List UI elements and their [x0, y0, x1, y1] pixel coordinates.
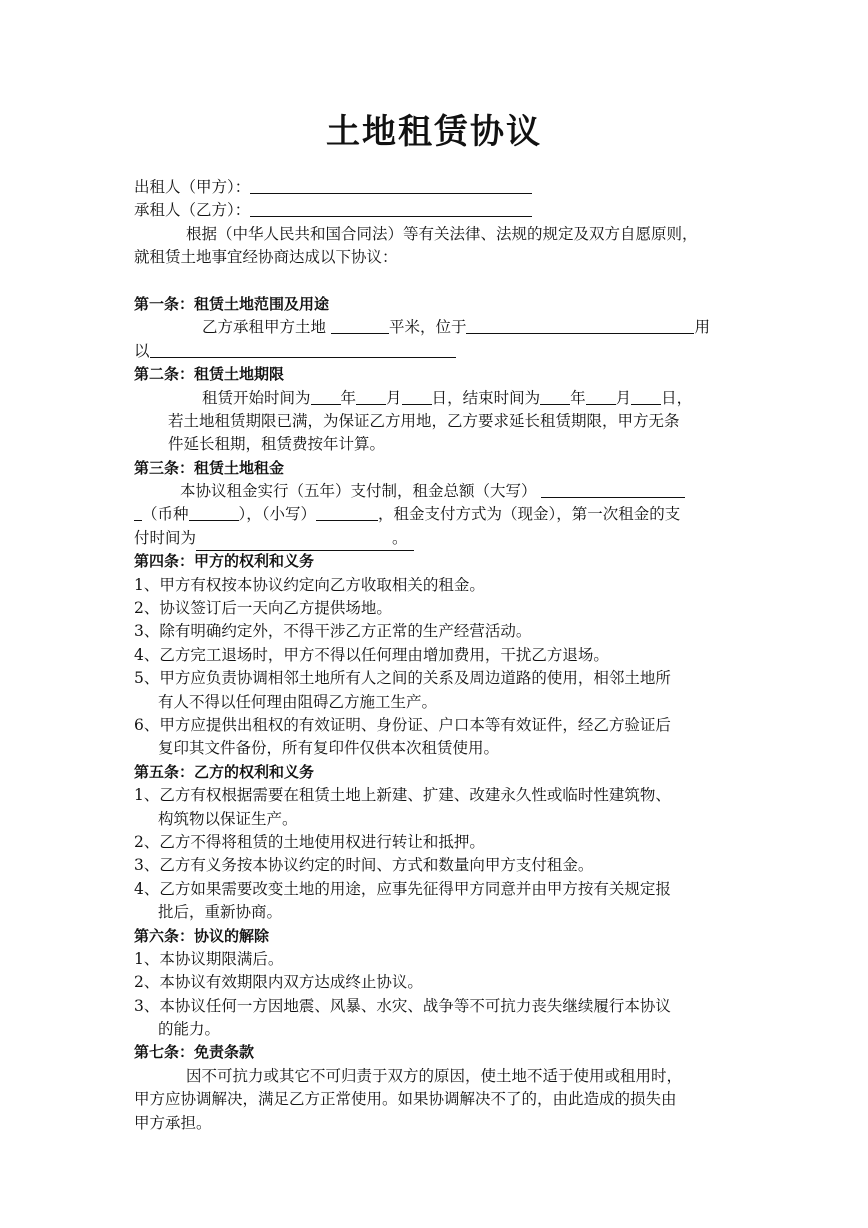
- article-4-item-3: 3、除有明确约定外，不得干涉乙方正常的生产经营活动。: [134, 622, 532, 641]
- document-title: 土地租赁协议: [326, 112, 542, 152]
- area-blank: [331, 317, 389, 334]
- article-5-item-2: 2、乙方不得将租赁的土地使用权进行转让和抵押。: [134, 832, 485, 851]
- start-month-blank: [356, 388, 386, 405]
- article-5-heading: 第五条：乙方的权利和义务: [134, 762, 315, 781]
- article-4-heading: 第四条：甲方的权利和义务: [134, 552, 315, 571]
- month-label: 月: [386, 388, 402, 407]
- lessee-line: [134, 199, 740, 222]
- first-payment-blank: [196, 527, 414, 551]
- article-4-item-6-cont: 复印其文件备份，所有复印件仅供本次租赁使用。: [158, 739, 500, 758]
- article-6-item-3-cont: 的能力。: [158, 1020, 221, 1039]
- article-7-line-2: 甲方应协调解决，满足乙方正常使用。如果协调解决不了的，由此造成的损失由: [134, 1090, 677, 1109]
- art1-text-3: 用: [694, 318, 710, 337]
- lessee-blank: [250, 200, 532, 217]
- lessor-line: [134, 176, 740, 199]
- article-2-line-2: 若土地租赁期限已满，为保证乙方用地，乙方要求延长租赁期限，甲方无条: [168, 411, 680, 430]
- article-2-line-1: [134, 387, 740, 410]
- first-payment-period: 。: [392, 528, 408, 547]
- art1-text-2: 平米，位于: [388, 318, 467, 337]
- article-4-item-5-cont: 有人不得以任何理由阻碍乙方施工生产。: [158, 692, 438, 711]
- article-5-item-4: 4、乙方如果需要改变土地的用途，应事先征得甲方同意并由甲方按有关规定报: [134, 879, 671, 898]
- amount-lower-blank: [316, 504, 378, 521]
- art1-text-1: 乙方承租甲方土地: [202, 318, 327, 337]
- article-6-item-3: 3、本协议任何一方因地震、风暴、水灾、战争等不可抗力丧失继续履行本协议: [134, 996, 671, 1015]
- article-4-item-4: 4、乙方完工退场时，甲方不得以任何理由增加费用，干扰乙方退场。: [134, 645, 609, 664]
- article-7-heading: 第七条：免责条款: [134, 1043, 255, 1062]
- article-2-heading: 第二条：租赁土地期限: [134, 365, 285, 384]
- start-day-blank: [402, 388, 432, 405]
- end-year-blank: [540, 388, 570, 405]
- article-3-heading: 第三条：租赁土地租金: [134, 458, 285, 477]
- article-5-item-4-cont: 批后，重新协商。: [158, 903, 283, 922]
- article-1-line-1: [134, 316, 740, 339]
- art1-text-4: 以: [134, 341, 150, 360]
- location-blank: [466, 317, 694, 334]
- article-6-item-2: 2、本协议有效期限内双方达成终止协议。: [134, 973, 423, 992]
- article-4-item-2: 2、协议签订后一天向乙方提供场地。: [134, 599, 392, 618]
- currency-blank: [189, 504, 239, 521]
- article-7-line-3: 甲方承担。: [134, 1113, 212, 1132]
- end-time-label: ，结束时间为: [447, 388, 541, 407]
- end-day-blank: [631, 388, 661, 405]
- article-5-item-3: 3、乙方有义务按本协议约定的时间、方式和数量向甲方支付租金。: [134, 856, 594, 875]
- intro-line-1: 根据（中华人民共和国合同法）等有关法律、法规的规定及双方自愿原则，: [186, 224, 698, 243]
- article-4-item-5: 5、甲方应负责协调相邻土地所有人之间的关系及周边道路的使用，相邻土地所: [134, 669, 671, 688]
- article-7-line-1: 因不可抗力或其它不可归责于双方的原因，使土地不适于使用或租用时，: [186, 1066, 683, 1085]
- article-1-heading: 第一条：租赁土地范围及用途: [134, 294, 330, 313]
- lessor-blank: [250, 177, 532, 194]
- payment-method-text: ，租金支付方式为（现金），第一次租金的支: [378, 505, 681, 524]
- article-4-item-6: 6、甲方应提供出租权的有效证明、身份证、户口本等有效证件，经乙方验证后: [134, 715, 671, 734]
- start-year-blank: [311, 388, 341, 405]
- article-5-item-1: 1、乙方有权根据需要在租赁土地上新建、扩建、改建永久性或临时性建筑物、: [134, 786, 671, 805]
- article-2-line-3: 件延长租期，租赁费按年计算。: [168, 435, 386, 454]
- amount-lower-label: ），（小写）: [238, 505, 317, 524]
- article-5-item-1-cont: 构筑物以保证生产。: [158, 809, 298, 828]
- article-4-item-1: 1、甲方有权按本协议约定向乙方收取相关的租金。: [134, 575, 485, 594]
- article-3-line-3: [134, 527, 740, 550]
- lessee-label: 承租人（乙方）：: [134, 201, 251, 220]
- first-payment-label: 付时间为: [134, 528, 197, 547]
- rent-total-label: 本协议租金实行（五年）支付制，租金总额（大写）: [180, 482, 537, 501]
- article-1-line-2: [134, 340, 740, 363]
- article-3-line-2: [134, 503, 740, 526]
- month-label-2: 月: [615, 388, 632, 407]
- start-time-label: 租赁开始时间为: [202, 388, 311, 407]
- currency-lead-blank: [134, 504, 142, 521]
- day-label-2: 日，: [661, 388, 693, 407]
- article-6-item-1: 1、本协议期限满后。: [134, 949, 284, 968]
- year-label-2: 年: [570, 388, 586, 407]
- lessor-label: 出租人（甲方）：: [134, 178, 251, 196]
- currency-label: （币种: [142, 505, 189, 524]
- year-label: 年: [340, 388, 357, 407]
- article-3-line-1: [134, 480, 740, 503]
- rent-total-blank: [541, 481, 685, 498]
- article-6-heading: 第六条：协议的解除: [134, 926, 270, 945]
- day-label: 日: [431, 388, 448, 407]
- intro-line-2: 就租赁土地事宜经协商达成以下协议：: [134, 248, 398, 267]
- purpose-blank: [150, 341, 456, 358]
- document-body: [134, 176, 740, 1135]
- end-month-blank: [586, 388, 616, 405]
